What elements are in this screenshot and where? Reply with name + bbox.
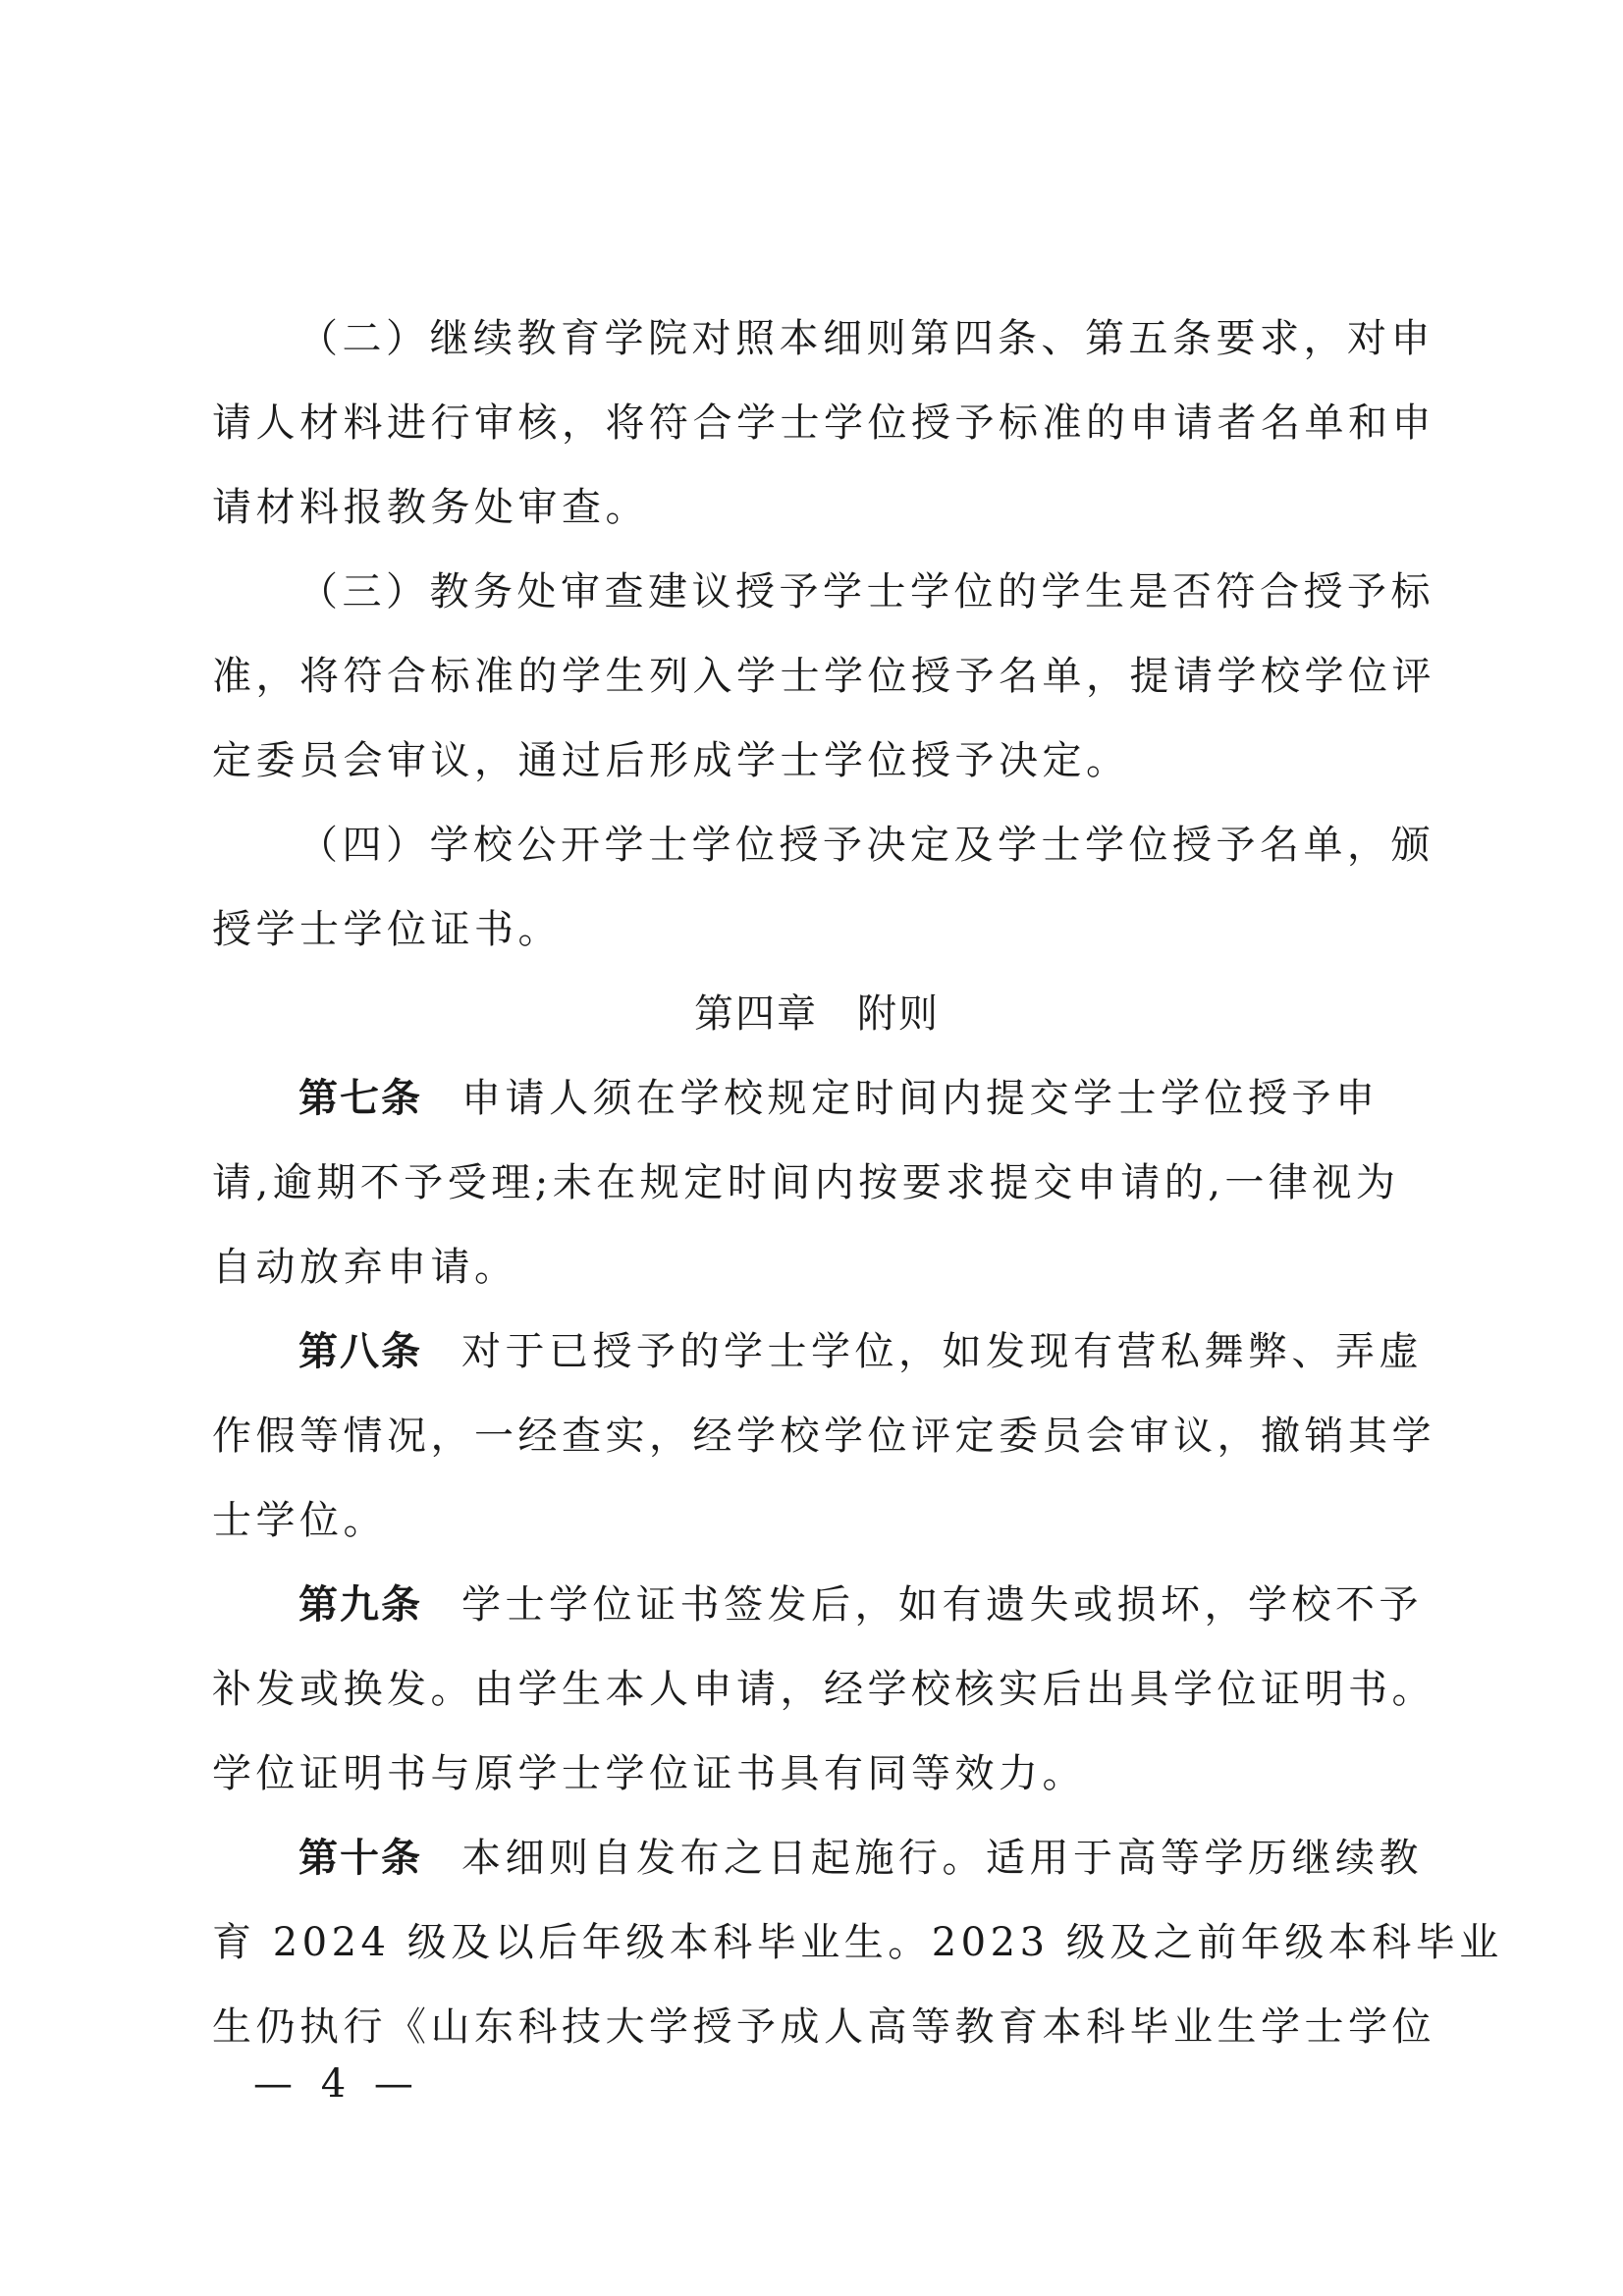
article-8	[212, 1309, 1435, 1563]
article-text: 申请人须在学校规定时间内提交学士学位授予申	[461, 1076, 1380, 1121]
paragraph-line: 授学士学位证书。	[212, 907, 562, 952]
paragraph-line: 育 2024 级及以后年级本科毕业生。2023 级及之前年级本科毕业	[212, 1920, 1503, 1965]
paragraph-line: 请材料报教务处审查。	[212, 485, 649, 530]
article-label: 第十条	[298, 1836, 422, 1881]
article-7	[212, 1056, 1422, 1309]
paragraph-2	[212, 296, 1435, 550]
article-text: 对于已授予的学士学位，如发现有营私舞弊、弄虚	[461, 1329, 1423, 1374]
paragraph-line: 士学位。	[212, 1498, 387, 1543]
chapter-heading	[212, 972, 1422, 1056]
paragraph-line: （四）学校公开学士学位授予决定及学士学位授予名单，颁	[298, 823, 1434, 868]
article-first-line	[212, 1309, 1422, 1394]
chapter-title: 附则	[857, 991, 940, 1037]
article-10	[212, 1816, 1503, 2069]
paragraph-line: 生仍执行《山东科技大学授予成人高等教育本科毕业生学士学位	[212, 2004, 1435, 2050]
paragraph-line: 准，将符合标准的学生列入学士学位授予名单，提请学校学位评	[212, 654, 1435, 699]
paragraph-line: 补发或换发。由学生本人申请，经学校核实后出具学位证明书。	[212, 1667, 1435, 1712]
article-first-line	[212, 1056, 1422, 1141]
paragraph-line: 请人材料进行审核，将符合学士学位授予标准的申请者名单和申	[212, 400, 1435, 446]
chapter-number: 第四章	[694, 991, 818, 1037]
article-label: 第八条	[298, 1329, 422, 1374]
article-text: 本细则自发布之日起施行。适用于高等学历继续教	[461, 1836, 1423, 1881]
article-9	[212, 1563, 1435, 1816]
paragraph-line: 自动放弃申请。	[212, 1245, 518, 1290]
paragraph-3	[212, 550, 1435, 803]
article-label: 第九条	[298, 1582, 422, 1628]
article-first-line	[212, 1563, 1422, 1647]
article-first-line	[212, 1816, 1422, 1900]
paragraph-line: 作假等情况，一经查实，经学校学位评定委员会审议，撤销其学	[212, 1414, 1435, 1459]
paragraph-line: （二）继续教育学院对照本细则第四条、第五条要求，对申	[298, 316, 1434, 361]
article-text: 学士学位证书签发后，如有遗失或损坏，学校不予	[461, 1582, 1423, 1628]
paragraph-line: （三）教务处审查建议授予学士学位的学生是否符合授予标	[298, 569, 1434, 614]
paragraph-line: 学位证明书与原学士学位证书具有同等效力。	[212, 1751, 1086, 1796]
article-label: 第七条	[298, 1076, 422, 1121]
paragraph-line: 请,逾期不予受理;未在规定时间内按要求提交申请的,一律视为	[212, 1160, 1400, 1205]
paragraph-4	[212, 803, 1434, 972]
page-number: — 4 —	[253, 2061, 421, 2107]
paragraph-line: 定委员会审议，通过后形成学士学位授予决定。	[212, 738, 1130, 783]
